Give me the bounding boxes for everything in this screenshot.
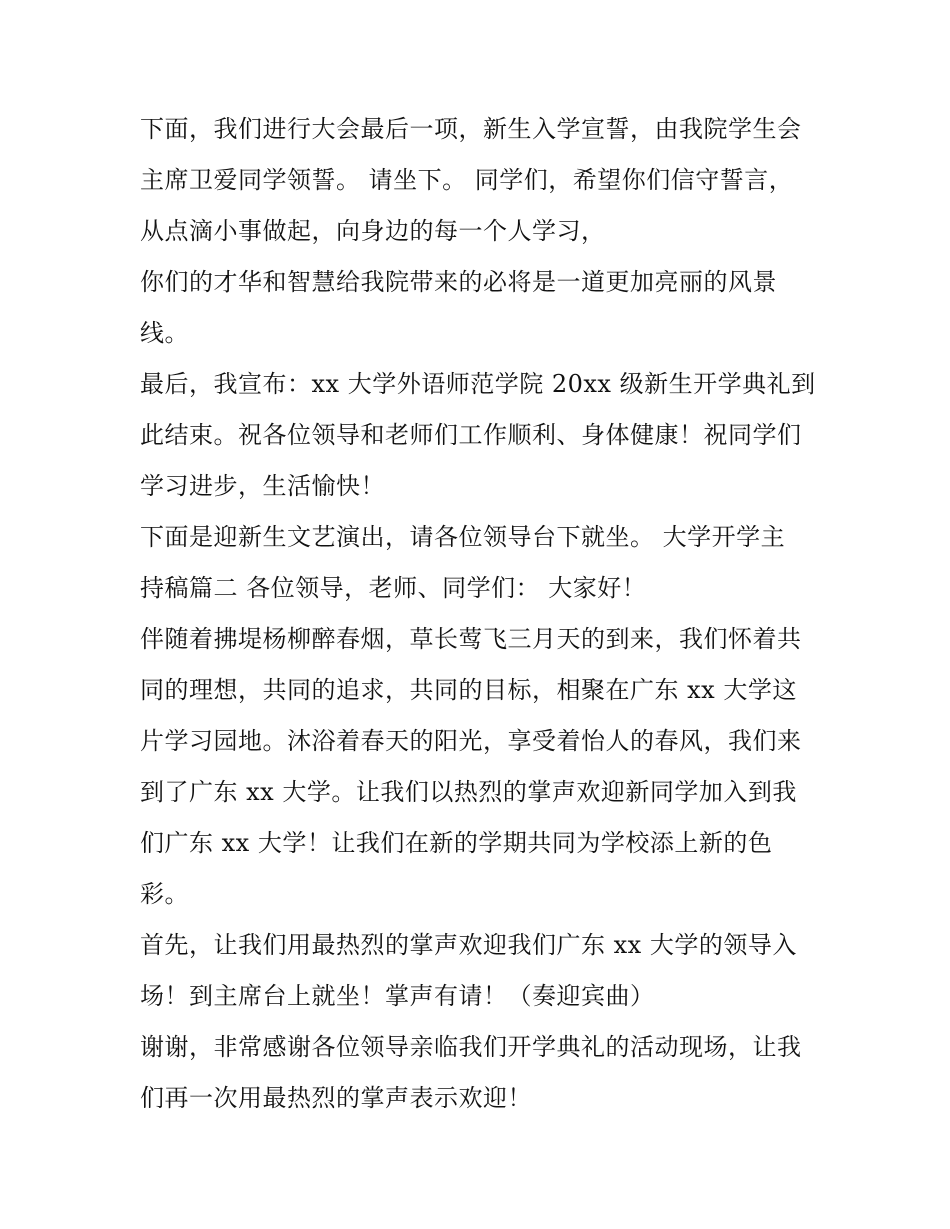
text-line: 最后，我宣布：xx 大学外语师范学院 20xx 级新生开学典礼到 xyxy=(140,370,816,398)
text-line: 下面，我们进行大会最后一项，新生入学宣誓，由我院学生会 xyxy=(140,115,802,143)
text-line: 线。 xyxy=(140,319,189,347)
text-line: 到了广东 xx 大学。让我们以热烈的掌声欢迎新同学加入到我 xyxy=(140,778,797,806)
text-line: 谢谢，非常感谢各位领导亲临我们开学典礼的活动现场，让我 xyxy=(140,1033,802,1061)
text-line: 下面是迎新生文艺演出，请各位领导台下就坐。 大学开学主 xyxy=(140,523,786,551)
text-line: 主席卫爱同学领誓。 请坐下。 同学们，希望你们信守誓言， xyxy=(140,166,794,194)
text-line: 彩。 xyxy=(140,880,189,908)
text-line: 片学习园地。沐浴着春天的阳光，享受着怡人的春风，我们来 xyxy=(140,727,802,755)
text-line: 学习进步，生活愉快！ xyxy=(140,472,385,500)
text-line: 们再一次用最热烈的掌声表示欢迎！ xyxy=(140,1084,532,1112)
text-line: 们广东 xx 大学！让我们在新的学期共同为学校添上新的色 xyxy=(140,829,773,857)
document-body xyxy=(140,104,820,1124)
text-line: 伴随着拂堤杨柳醉春烟，草长莺飞三月天的到来，我们怀着共 xyxy=(140,625,802,653)
text-line: 你们的才华和智慧给我院带来的必将是一道更加亮丽的风景 xyxy=(140,268,777,296)
text-line: 首先，让我们用最热烈的掌声欢迎我们广东 xx 大学的领导入 xyxy=(140,931,797,959)
text-line: 从点滴小事做起，向身边的每一个人学习， xyxy=(140,217,606,245)
text-line: 此结束。祝各位领导和老师们工作顺利、身体健康！祝同学们 xyxy=(140,421,802,449)
text-line: 持稿篇二 各位领导，老师、同学们： 大家好！ xyxy=(140,574,647,602)
text-line: 同的理想，共同的追求，共同的目标，相聚在广东 xx 大学这 xyxy=(140,676,797,704)
text-line: 场！到主席台上就坐！掌声有请！（奏迎宾曲） xyxy=(140,982,655,1010)
